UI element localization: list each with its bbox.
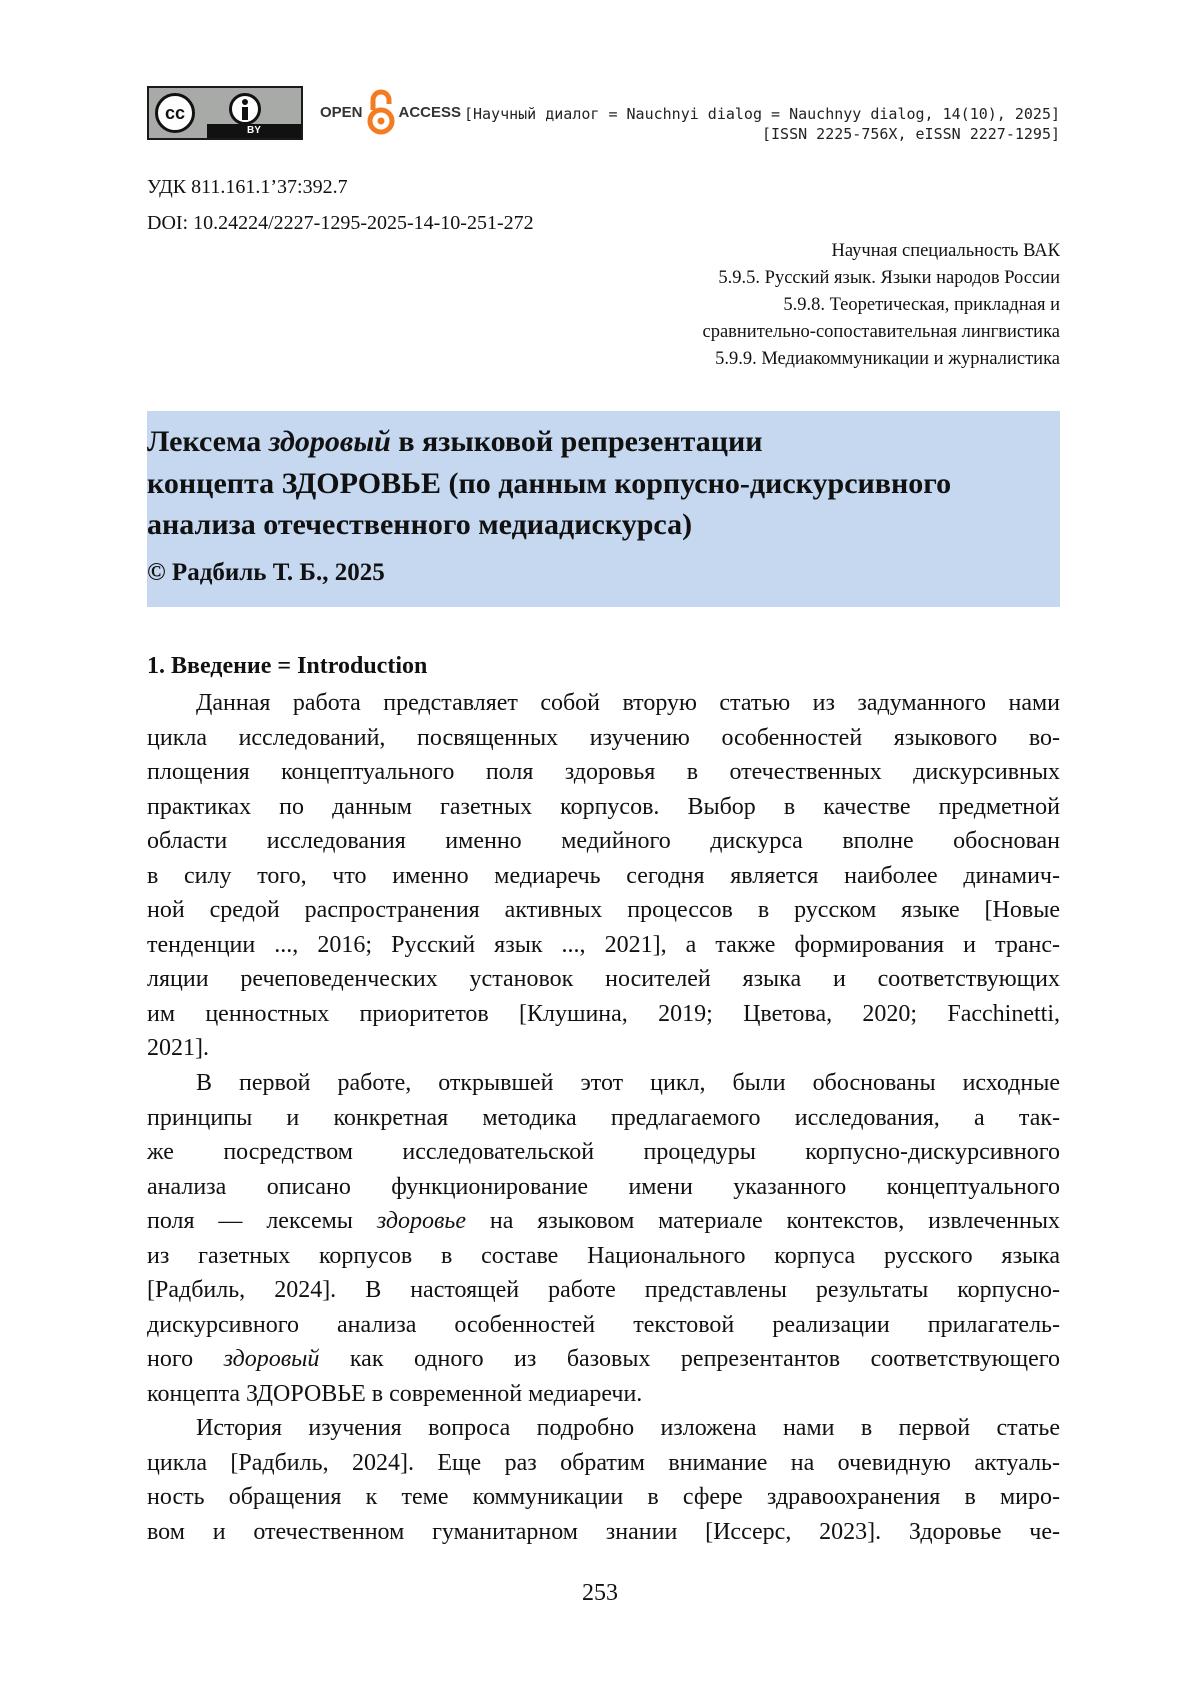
specialty-line: Научная специальность ВАК xyxy=(831,241,1060,261)
text-line: ляции речеповеденческих установок носителей языка и соответствующих xyxy=(147,966,1060,992)
specialty-line: 5.9.8. Теоретическая, прикладная и xyxy=(783,295,1060,315)
body-paragraph xyxy=(147,686,1060,1066)
text-line: в силу того, что именно медиаречь сегодня является наиболее динамич- xyxy=(147,862,1060,889)
italic-term: здоровый xyxy=(223,1346,320,1372)
italic-term: здоровье xyxy=(376,1208,466,1234)
scientific-specialty xyxy=(702,238,1060,373)
body-paragraph xyxy=(147,1066,1060,1411)
text-line: вом и отечественном гуманитарном знании [Иссерс, 2023]. Здоровье че- xyxy=(147,1518,1060,1545)
specialty-line: 5.9.5. Русский язык. Языки народов России xyxy=(718,268,1060,288)
text-line: практиках по данным газетных корпусов. Выбор в качестве предметной xyxy=(147,793,1060,820)
title-line: анализа отечественного медиадискурса) xyxy=(147,508,693,541)
text-line: анализа описано функционирование имени указанного концептуального xyxy=(147,1173,1060,1200)
cc-by-license-badge xyxy=(147,86,303,140)
text-line: 2021]. xyxy=(147,1035,209,1061)
text-line: цикла исследований, посвященных изучению особенностей языкового во- xyxy=(147,724,1060,751)
author-copyright: © Радбиль Т. Б., 2025 xyxy=(147,559,385,586)
text-line: области исследования именно медийного дискурса вполне обоснован xyxy=(147,828,1060,854)
open-label: OPEN xyxy=(320,103,363,121)
cc-icon: cc xyxy=(155,93,195,133)
attribution-person-icon xyxy=(229,93,261,125)
text-line: поля — лексемы здоровье на языковом материале контекстов, извлеченных xyxy=(147,1208,1060,1234)
text-line: цикла [Радбиль, 2024]. Еще раз обратим внимание на очевидную актуаль- xyxy=(147,1449,1060,1476)
specialty-line: сравнительно-сопоставительная лингвистика xyxy=(702,322,1060,342)
title-line: Лексема здоровый в языковой репрезентации xyxy=(147,425,763,458)
journal-issn-line: [ISSN 2225-756X, eISSN 2227-1295] xyxy=(761,125,1060,143)
journal-citation xyxy=(464,104,1060,144)
article-title xyxy=(147,421,1060,546)
text-line: ной средой распространения активных процессов в русском языке [Новые xyxy=(147,897,1060,923)
page-number: 253 xyxy=(582,1580,618,1606)
journal-citation-line: [Научный диалог = Nauchnyi dialog = Nauchnyy dialog, 14(10), 2025] xyxy=(463,105,1060,123)
text-line: им ценностных приоритетов [Клушина, 2019; Цветова, 2020; Facchinetti, xyxy=(147,1000,1060,1027)
specialty-line: 5.9.9. Медиакоммуникации и журналистика xyxy=(715,349,1060,369)
by-label: BY xyxy=(207,124,301,138)
open-access-lock-icon xyxy=(366,88,396,136)
text-line: ность обращения к теме коммуникации в сфере здравоохранения в миро- xyxy=(147,1484,1060,1510)
text-line: площения концептуального поля здоровья в отечественных дискурсивных xyxy=(147,759,1060,785)
text-line: Данная работа представляет собой вторую статью из задуманного нами xyxy=(196,690,1060,716)
text-line: же посредством исследовательской процедуры корпусно-дискурсивного xyxy=(147,1139,1060,1165)
text-line: тенденции ..., 2016; Русский язык ..., 2021], а также формирования и транс- xyxy=(147,931,1060,958)
section-heading: 1. Введение = Introduction xyxy=(147,653,428,679)
access-label: ACCESS xyxy=(398,103,462,121)
text-line: В первой работе, открывшей этот цикл, были обоснованы исходные xyxy=(196,1070,1060,1096)
udk-code: УДК 811.161.1’37:392.7 xyxy=(147,176,348,198)
text-line: из газетных корпусов в составе Национального корпуса русского языка xyxy=(147,1242,1060,1269)
title-line: концепта ЗДОРОВЬЕ (по данным корпусно-дискурсивного xyxy=(147,466,952,500)
text-line: ного здоровый как одного из базовых репрезентантов соответствующего xyxy=(147,1346,1061,1372)
text-line: дискурсивного анализа особенностей текстовой реализации прилагатель- xyxy=(147,1311,1060,1338)
text-line: концепта ЗДОРОВЬЕ в современной медиаречи. xyxy=(147,1380,643,1407)
doi: DOI: 10.24224/2227-1295-2025-14-10-251-272 xyxy=(147,212,534,234)
text-line: История изучения вопроса подробно изложена нами в первой статье xyxy=(196,1415,1060,1441)
text-line: [Радбиль, 2024]. В настоящей работе представлены результаты корпусно- xyxy=(147,1277,1060,1303)
open-access-logo xyxy=(320,86,461,138)
body-paragraph xyxy=(147,1411,1060,1549)
article-title-block xyxy=(147,411,1060,607)
text-line: принципы и конкретная методика предлагаемого исследования, а так- xyxy=(147,1104,1060,1131)
